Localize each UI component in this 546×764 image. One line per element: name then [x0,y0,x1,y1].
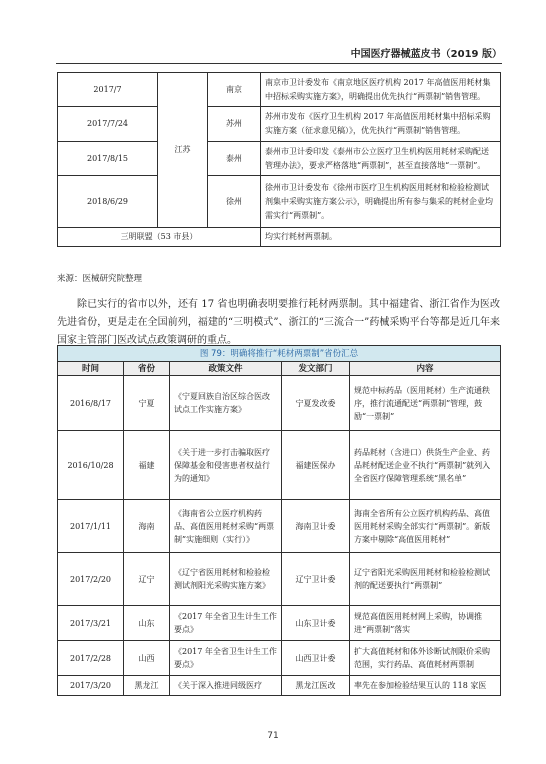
dept-cell: 山西卫计委 [282,641,350,676]
table-row [58,676,501,696]
body-paragraph: 除已实行的省市以外，还有 17 省也明确表明要推行耗材两票制。其中福建省、浙江省作为医改先进省份，更是走在全国前列，福建的“三明模式”、浙江的“三流合一”药械采购平台等都是近几年来国家主管部门医改试点政策调研的重点。 [57,299,500,346]
content-cell: 规范高值医用耗材网上采购，协调推进“两票制”落实 [350,606,501,641]
province-cell: 宁夏 [124,376,170,431]
province-cell: 海南 [124,500,170,553]
content-cell: 徐州市卫计委发布《徐州市医疗卫生机构医用耗材和检验检测试剂集中采购实施方案公示》，明确提出所有参与集采的耗材企业均需实行“两票制”。 [261,176,501,228]
city-cell: 南京 [208,73,261,107]
province-cell: 山西 [124,641,170,676]
source-note: 来源：医械研究院整理 [57,274,143,284]
table-row [58,553,501,606]
table-header-row [58,362,501,376]
city-cell: 苏州 [208,107,261,142]
date-cell: 2017/1/11 [58,500,124,553]
column-header-date: 时间 [58,362,124,376]
table-row [58,376,501,431]
date-cell: 2017/7 [58,73,158,107]
province-cell: 辽宁 [124,553,170,606]
dept-cell: 山东卫计委 [282,606,350,641]
dept-cell: 辽宁卫计委 [282,553,350,606]
content-cell: 南京市卫计委发布《南京地区医疗机构 2017 年高值医用耗材集中招标采购实施方案》，明确提出优先执行“两票制”销售管理。 [261,73,501,107]
jiangsu-city-policy-table [57,72,501,247]
table-row [58,142,501,176]
content-cell: 苏州市发布《医疗卫生机构 2017 年高值医用耗材集中招标采购实施方案（征求意见稿）》，优先执行“两票制”销售管理。 [261,107,501,142]
policy-cell: 《宁夏回族自治区综合医改试点工作实施方案》 [170,376,282,431]
content-cell: 辽宁省阳光采购医用耗材和检验检测试剂的配送要执行“两票制” [350,553,501,606]
policy-cell: 《辽宁省医用耗材和检验检测试剂阳光采购实施方案》 [170,553,282,606]
policy-cell: 《2017 年全省卫生计生工作要点》 [170,641,282,676]
table-row [58,641,501,676]
table-row [58,176,501,228]
content-cell: 泰州市卫计委印发《泰州市公立医疗卫生机构医用耗材采购配送管理办法》，要求严格落地“两票制”，甚至直接落地“一票制”。 [261,142,501,176]
content-cell: 均实行耗材两票制。 [261,228,501,247]
province-cell: 山东 [124,606,170,641]
page-number: 71 [267,731,279,741]
city-cell: 徐州 [208,176,261,228]
date-cell: 2017/8/15 [58,142,158,176]
city-cell: 泰州 [208,142,261,176]
content-cell: 药品耗材（含进口）供货生产企业、药品耗材配送企业不执行“两票制”就列入全省医疗保障管理系统“黑名单” [350,431,501,500]
dept-cell: 福建医保办 [282,431,350,500]
province-cell: 福建 [124,431,170,500]
table-row [58,500,501,553]
province-cell: 江苏 [158,73,208,228]
sanming-alliance-cell: 三明联盟（53 市县） [58,228,261,247]
column-header-content: 内容 [350,362,501,376]
book-title-header: 中国医疗器械蓝皮书（2019 版） [350,49,502,60]
table-row [58,73,501,107]
table-row [58,431,501,500]
date-cell: 2017/7/24 [58,107,158,142]
date-cell: 2017/2/20 [58,553,124,606]
column-header-province: 省份 [124,362,170,376]
dept-cell: 黑龙江医改 [282,676,350,696]
policy-cell: 《关于进一步打击骗取医疗保障基金和侵害患者权益行为的通知》 [170,431,282,500]
table-row [58,107,501,142]
table-caption: 图 79：明确将推行“耗材两票制”省份汇总 [58,346,501,362]
policy-cell: 《海南省公立医疗机构药品、高值医用耗材采购“两票制”实施细则（实行）》 [170,500,282,553]
date-cell: 2017/3/20 [58,676,124,696]
table-row [58,606,501,641]
content-cell: 扩大高值耗材和体外诊断试剂限价采购范围，实行药品、高值耗材两票制 [350,641,501,676]
policy-cell: 《关于深入推进同级医疗 [170,676,282,696]
content-cell: 率先在参加检验结果互认的 118 家医 [350,676,501,696]
date-cell: 2017/3/21 [58,606,124,641]
dept-cell: 宁夏发改委 [282,376,350,431]
content-cell: 规范中标药品（医用耗材）生产流通秩序，推行流通配送“两票制”管理，鼓励“一票制” [350,376,501,431]
header-rule [56,63,502,64]
policy-cell: 《2017 年全省卫生计生工作要点》 [170,606,282,641]
province-policy-summary-table [57,345,501,696]
date-cell: 2017/2/28 [58,641,124,676]
content-cell: 海南全省所有公立医疗机构药品、高值医用耗材采购全部实行“两票制”。新版方案中剔除“高值医用耗材” [350,500,501,553]
table-row [58,228,501,247]
dept-cell: 海南卫计委 [282,500,350,553]
date-cell: 2018/6/29 [58,176,158,228]
column-header-policy: 政策文件 [170,362,282,376]
province-cell: 黑龙江 [124,676,170,696]
date-cell: 2016/8/17 [58,376,124,431]
column-header-dept: 发文部门 [282,362,350,376]
date-cell: 2016/10/28 [58,431,124,500]
